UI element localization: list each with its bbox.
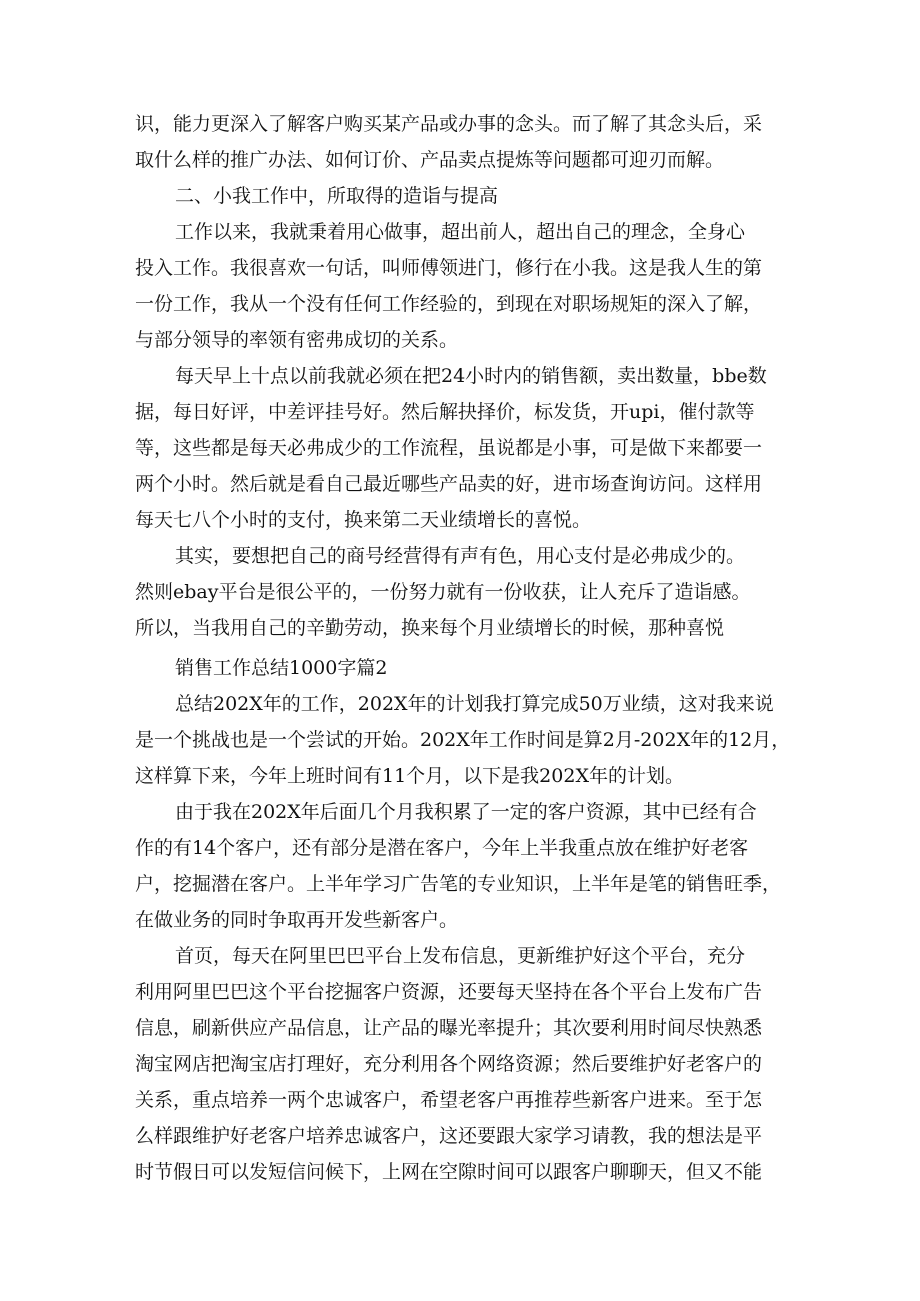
text-line: 关系，重点培养一两个忠诚客户，希望老客户再推荐些新客户进来。至于怎	[135, 1089, 763, 1111]
paragraph-start: 首页，每天在阿里巴巴平台上发布信息，更新维护好这个平台，充分	[175, 945, 746, 967]
text-line: 时节假日可以发短信问候下，上网在空隙时间可以跟客户聊聊天，但又不能	[135, 1161, 763, 1183]
text-line: 信息，刷新供应产品信息，让产品的曝光率提升；其次要利用时间尽快熟悉	[135, 1017, 763, 1039]
text-line: 等，这些都是每天必弗成少的工作流程，虽说都是小事，可是做下来都要一	[135, 437, 763, 459]
text-line: 所以，当我用自己的辛勤劳动，换来每个月业绩增长的时候，那种喜悦	[135, 617, 725, 639]
text-line: 一份工作，我从一个没有任何工作经验的，到现在对职场规矩的深入了解，	[135, 293, 763, 315]
section-heading: 二、小我工作中，所取得的造诣与提高	[175, 185, 499, 207]
body-text-section-2	[135, 650, 795, 1190]
paragraph-start: 其实，要想把自己的商号经营得有声有色，用心支付是必弗成少的。	[175, 545, 746, 567]
text-line: 投入工作。我很喜欢一句话，叫师傅领进门，修行在小我。这是我人生的第	[135, 257, 763, 279]
paragraph-start: 工作以来，我就秉着用心做事，超出前人，超出自己的理念，全身心	[175, 221, 746, 243]
text-line: 作的有14个客户，还有部分是潜在客户，今年上半我重点放在维护好老客	[135, 837, 749, 859]
text-line: 然则ebay平台是很公平的，一份努力就有一份收获，让人充斥了造诣感。	[135, 581, 751, 603]
text-line: 据，每日好评，中差评挂号好。然后解抉择价，标发货，开upi，催付款等	[135, 401, 755, 423]
text-line: 这样算下来，今年上班时间有11个月，以下是我202X年的计划。	[135, 765, 684, 787]
text-line: 利用阿里巴巴这个平台挖掘客户资源，还要每天坚持在各个平台上发布广告	[135, 981, 763, 1003]
text-line: 么样跟维护好老客户培养忠诚客户，这还要跟大家学习请教，我的想法是平	[135, 1125, 763, 1147]
text-line: 在做业务的同时争取再开发些新客户。	[135, 909, 459, 931]
text-line: 是一个挑战也是一个尝试的开始。202X年工作时间是算2月-202X年的12月，	[135, 729, 791, 751]
text-line: 与部分领导的率领有密弗成切的关系。	[135, 329, 459, 351]
text-line: 两个小时。然后就是看自己最近哪些产品卖的好，进市场查询访问。这样用	[135, 473, 763, 495]
text-line: 取什么样的推广办法、如何订价、产品卖点提炼等问题都可迎刃而解。	[135, 149, 725, 171]
text-line: 户，挖掘潜在客户。上半年学习广告笔的专业知识，上半年是笔的销售旺季，	[135, 873, 782, 895]
paragraph-start: 每天早上十点以前我就必须在把24小时内的销售额，卖出数量，bbe数	[175, 365, 767, 387]
body-text-section-1	[135, 106, 795, 646]
paragraph-start: 总结202X年的工作，202X年的计划我打算完成50万业绩，这对我来说	[175, 693, 774, 715]
text-line: 淘宝网店把淘宝店打理好，充分利用各个网络资源；然后要维护好老客户的	[135, 1053, 763, 1075]
text-line: 识，能力更深入了解客户购买某产品或办事的念头。而了解了其念头后，采	[135, 113, 763, 135]
paragraph-start: 由于我在202X年后面几个月我积累了一定的客户资源，其中已经有合	[175, 801, 757, 823]
text-line: 每天七八个小时的支付，换来第二天业绩增长的喜悦。	[135, 509, 592, 531]
section-title: 销售工作总结1000字篇2	[175, 657, 388, 679]
